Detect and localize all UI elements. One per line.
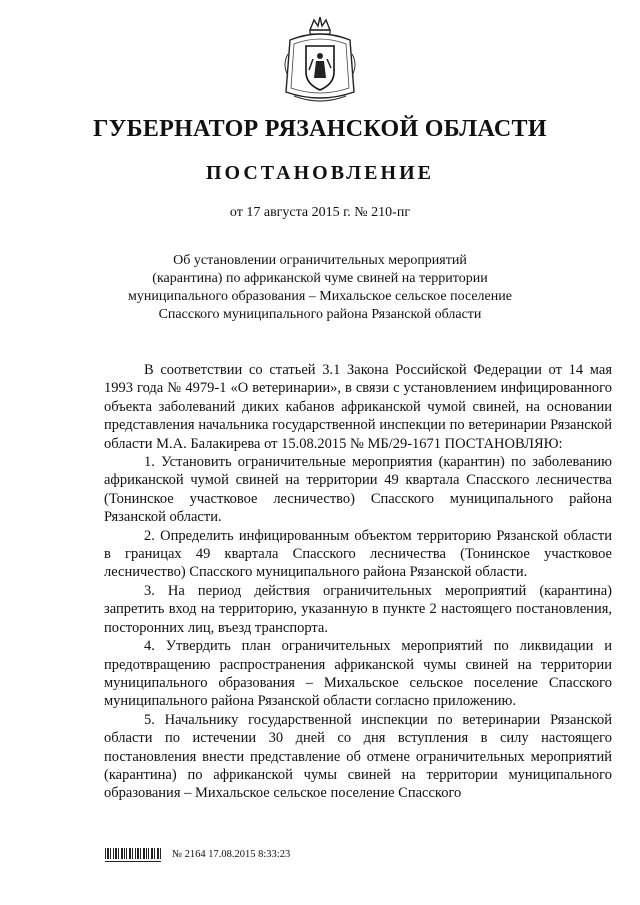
subject-line: Спасского муниципального района Рязанской области bbox=[158, 307, 482, 322]
document-body bbox=[104, 361, 612, 803]
clause-3: 3. На период действия ограничительных мероприятий (карантина) запретить вход на территорию, указанную в пункте 2 настоящего постановления, посторонних лиц, въезд транспорта. bbox=[104, 582, 612, 636]
subject-line: (карантина) по африканской чуме свиней на территории bbox=[152, 271, 488, 286]
clause-5: 5. Начальнику государственной инспекции по ветеринарии Рязанской области по истечении 30 дней со дня вступления в силу настоящего постановления внести представление об отмене ограничительных мероприятий (карантина) по африканской чумы свиней на территории муниципального образования – Михальское сельское поселение Спасского bbox=[104, 711, 612, 802]
clause-2: 2. Определить инфицированным объектом территорию Рязанской области в границах 49 квартала Спасского лесничества (Тонинское участковое лесничество) Спасского муниципального района Рязанской области. bbox=[104, 527, 612, 581]
document-date-number: от 17 августа 2015 г. № 210-пг bbox=[229, 205, 411, 220]
issuing-authority: ГУБЕРНАТОР РЯЗАНСКОЙ ОБЛАСТИ bbox=[93, 116, 547, 142]
document-subject bbox=[0, 252, 640, 324]
ryazan-coat-of-arms-icon bbox=[280, 14, 360, 106]
clause-1: 1. Установить ограничительные мероприятия (карантин) по заболеванию африканской чумой свиней на территории 49 квартала Спасского лесничества (Тонинское участковое лесничество) Спасского муниципального района Рязанской области. bbox=[104, 454, 612, 526]
subject-line: муниципального образования – Михальское сельское поселение bbox=[128, 289, 512, 304]
clause-4: 4. Утвердить план ограничительных мероприятий по ликвидации и предотвращению распространения африканской чумы свиней на территории муниципального образования – Михальское сельское поселение Спасского муниципального района Рязанской области согласно приложению. bbox=[104, 638, 612, 710]
registration-footer bbox=[104, 846, 364, 866]
barcode-icon bbox=[104, 846, 162, 864]
document-type: ПОСТАНОВЛЕНИЕ bbox=[206, 162, 434, 184]
preamble-paragraph: В соответствии со статьей 3.1 Закона Российской Федерации от 14 мая 1993 года № 4979-1 «О ветеринарии», в связи с установлением инфицированного объекта заболеваний диких кабанов африканской чумой свиней, на основании представления начальника государственной инспекции по ветеринарии Рязанской области М.А. Балакирева от 15.08.2015 № МБ/29-1671 ПОСТАНОВЛЯЮ: bbox=[104, 362, 612, 452]
subject-line: Об установлении ограничительных мероприятий bbox=[173, 253, 467, 268]
registration-stamp: № 2164 17.08.2015 8:33:23 bbox=[172, 849, 291, 860]
